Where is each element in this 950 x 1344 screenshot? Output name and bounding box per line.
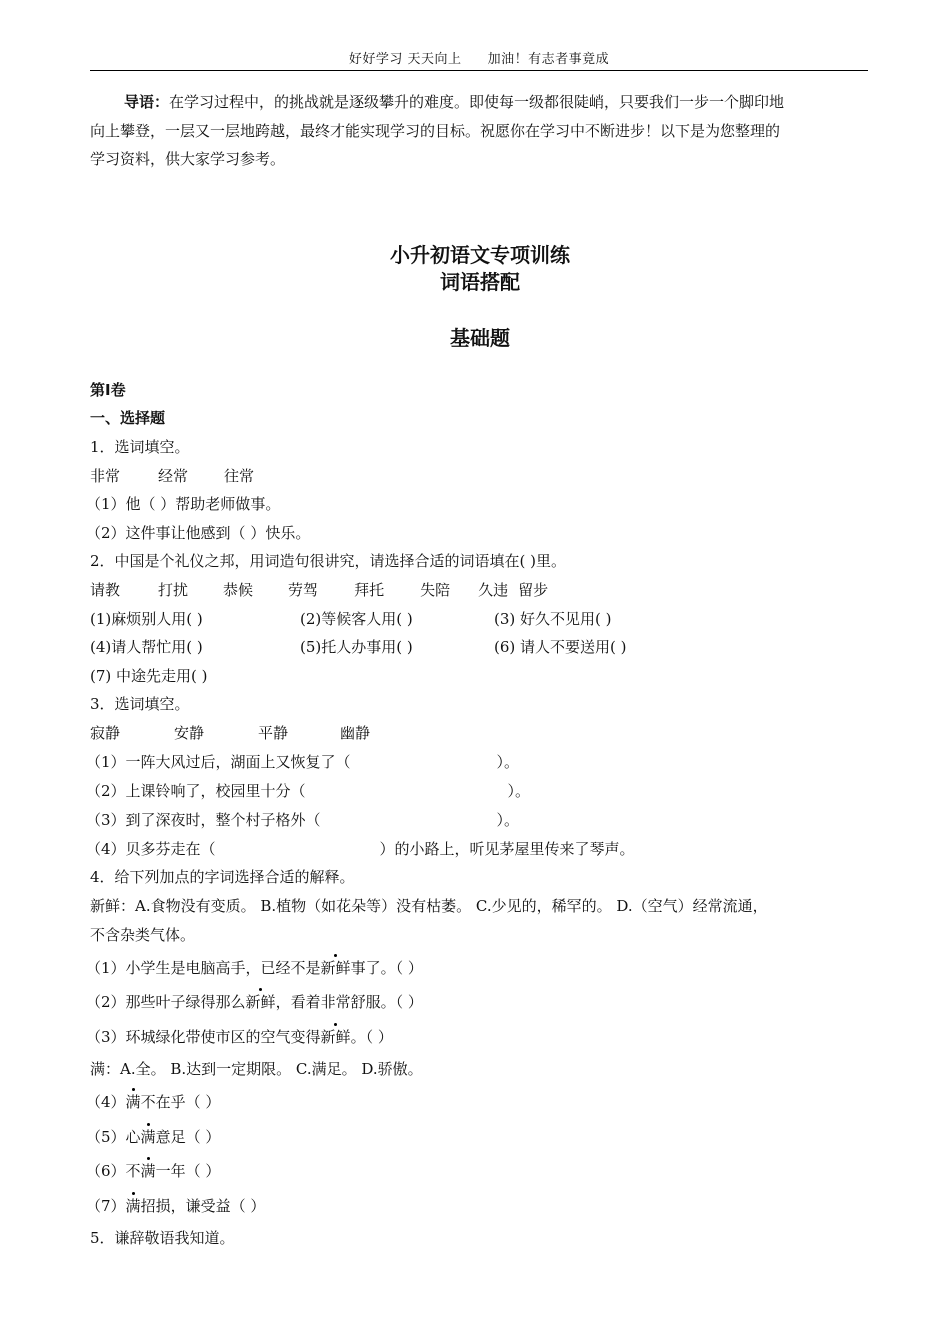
intro-paragraph <box>90 88 876 174</box>
q2-item-7: (7) 中途先走用( ) <box>90 667 208 685</box>
intro-label: 导语： <box>124 93 170 111</box>
q4-item-7: （7）满招损，谦受益（ ） <box>86 1197 266 1215</box>
q2-item-6: (6) 请人不要送用( ) <box>494 638 627 656</box>
q4-definition-xinxian-cont: 不含杂类气体。 <box>90 926 196 944</box>
q3-option: 幽静 <box>340 724 371 742</box>
q1-option: 往常 <box>224 467 255 485</box>
q2-option: 请教 <box>90 581 121 599</box>
q2-option: 打扰 <box>158 581 189 599</box>
q2-item-3: (3) 好久不见用( ) <box>494 610 612 628</box>
q2-option: 拜托 <box>354 581 385 599</box>
q4-item-2: （2）那些叶子绿得那么新鲜，看着非常舒服。（ ） <box>86 993 423 1011</box>
dotted-word: 满 <box>125 1093 141 1111</box>
q2-option: 久违 <box>478 581 509 599</box>
q2-item-4: (4)请人帮忙用( ) <box>90 638 203 656</box>
q2-options <box>90 580 548 600</box>
dotted-word: 新鲜 <box>245 993 276 1011</box>
q3-stem: 3．选词填空。 <box>90 695 190 713</box>
q4-item-1: （1）小学生是电脑高手，已经不是新鲜事了。（ ） <box>86 959 423 977</box>
q3-item-1: （1）一阵大风过后，湖面上又恢复了（ ）。 <box>86 753 520 771</box>
q3-item-3: （3）到了深夜时，整个村子格外（ ）。 <box>86 811 520 829</box>
q2-option: 劳驾 <box>288 581 319 599</box>
q3-option: 寂静 <box>90 724 121 742</box>
dotted-word: 满 <box>140 1162 156 1180</box>
q4-item-6: （6）不满一年（ ） <box>86 1162 221 1180</box>
q2-option: 留步 <box>518 581 549 599</box>
dotted-word: 新鲜 <box>320 959 351 977</box>
q1-item-2: （2）这件事让他感到（ ）快乐。 <box>86 524 311 542</box>
dotted-word: 新鲜 <box>320 1028 351 1046</box>
q3-item-4: （4）贝多芬走在（ ）的小路上，听见茅屋里传来了琴声。 <box>86 840 635 858</box>
header-left: 好好学习 天天向上 <box>348 52 462 67</box>
q3-item-2: （2）上课铃响了，校园里十分（ ）。 <box>86 782 531 800</box>
q3-option: 平静 <box>258 724 289 742</box>
q2-item-2: (2)等候客人用( ) <box>300 610 413 628</box>
q1-options <box>90 466 254 486</box>
header-right: 加油！有志者事竟成 <box>487 52 610 67</box>
section-type: 一、选择题 <box>90 409 166 427</box>
intro-line-1: 在学习过程中，的挑战就是逐级攀升的难度。即使每一级都很陡峭，只要我们一步一个脚印地 <box>169 93 785 111</box>
q4-stem: 4．给下列加点的字词选择合适的解释。 <box>90 868 355 886</box>
dotted-word: 满 <box>140 1128 156 1146</box>
q5-stem: 5．谦辞敬语我知道。 <box>90 1229 235 1247</box>
q2-item-5: (5)托人办事用( ) <box>300 638 413 656</box>
intro-line-3: 学习资料，供大家学习参考。 <box>90 150 286 168</box>
q2-item-1: (1)麻烦别人用( ) <box>90 610 203 628</box>
q4-item-3: （3）环城绿化带使市区的空气变得新鲜。（ ） <box>86 1028 393 1046</box>
q1-option: 非常 <box>90 467 121 485</box>
q4-item-4: （4）满不在乎（ ） <box>86 1093 221 1111</box>
q2-option: 恭候 <box>223 581 254 599</box>
intro-line-2: 向上攀登，一层又一层地跨越，最终才能实现学习的目标。祝愿你在学习中不断进步！以下是为您整理的 <box>90 121 781 140</box>
page-header <box>90 48 868 71</box>
q4-item-5: （5）心满意足（ ） <box>86 1128 221 1146</box>
q4-definition-man: 满：A.全。 B.达到一定期限。 C.满足。 D.骄傲。 <box>90 1060 423 1078</box>
dotted-word: 满 <box>125 1197 141 1215</box>
volume-label: 第Ⅰ卷 <box>90 381 126 399</box>
q1-item-1: （1）他（ ）帮助老师做事。 <box>86 495 281 513</box>
q1-stem: 1．选词填空。 <box>90 438 190 456</box>
q2-option: 失陪 <box>420 581 451 599</box>
q2-stem: 2．中国是个礼仪之邦，用词造句很讲究，请选择合适的词语填在( )里。 <box>90 552 567 570</box>
q3-option: 安静 <box>174 724 205 742</box>
title-level: 基础题 <box>450 326 510 350</box>
q1-option: 经常 <box>158 467 189 485</box>
title-main: 小升初语文专项训练 <box>390 243 570 267</box>
title-sub: 词语搭配 <box>440 270 520 294</box>
q4-definition-xinxian: 新鲜：A.食物没有变质。 B.植物（如花朵等）没有枯萎。 C.少见的，稀罕的。 D.（空气）经常流通， <box>90 897 768 915</box>
q3-options <box>90 723 370 743</box>
